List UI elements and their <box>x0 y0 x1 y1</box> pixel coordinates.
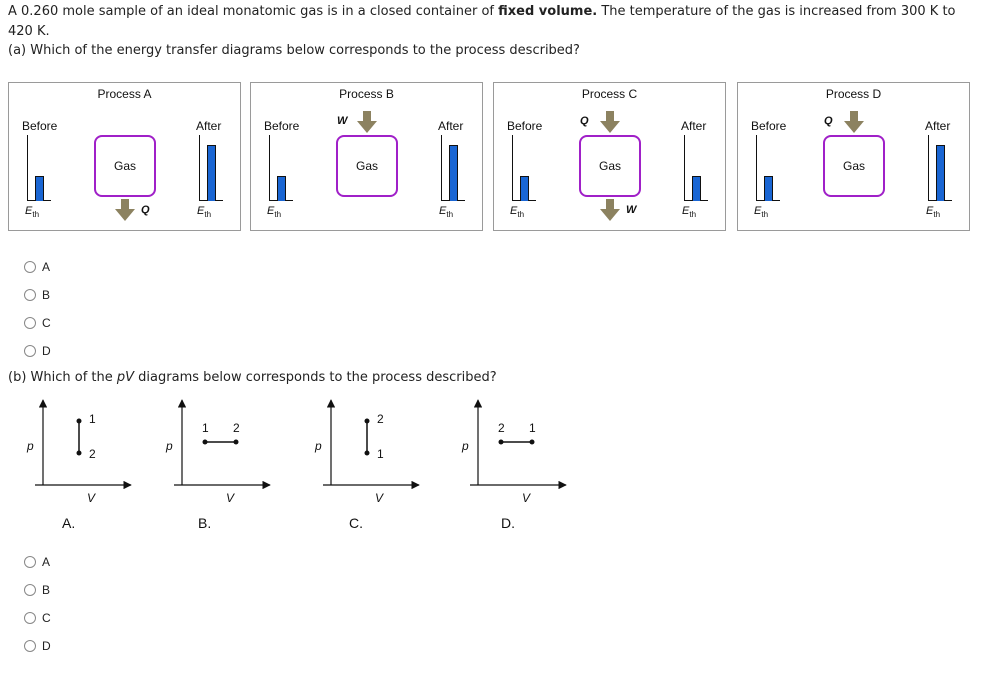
v-axis-label: V <box>522 491 531 505</box>
after-energy-bar <box>449 145 458 201</box>
eth-symbol: E <box>510 205 518 217</box>
eth-subscript: th <box>517 210 525 220</box>
before-eth-label <box>25 205 39 219</box>
diagram-letter: C. <box>349 515 363 531</box>
option-label: B <box>42 288 51 302</box>
gas-container: Gas <box>94 135 156 197</box>
after-label: After <box>196 119 222 133</box>
after-label: After <box>438 119 464 133</box>
panel-title: Process C <box>581 87 638 101</box>
before-label: Before <box>264 119 300 133</box>
part-b-prefix: (b) Which of the <box>8 370 117 385</box>
part-b-pv: pV <box>116 370 135 385</box>
y-axis <box>684 135 685 201</box>
before-label: Before <box>22 119 58 133</box>
gas-container: Gas <box>823 135 885 197</box>
radio-button[interactable] <box>24 556 36 568</box>
before-eth-label <box>510 205 524 219</box>
eth-symbol: E <box>682 205 690 217</box>
panel-title: Process A <box>97 87 152 101</box>
eth-subscript: th <box>274 210 282 220</box>
before-energy-bar <box>520 176 529 201</box>
energy-arrow-icon <box>357 111 377 133</box>
y-axis <box>27 135 28 201</box>
energy-arrow-icon <box>844 111 864 133</box>
radio-button[interactable] <box>24 612 36 624</box>
after-energy-chart <box>684 135 708 201</box>
v-axis-label: V <box>87 491 96 505</box>
before-label: Before <box>751 119 787 133</box>
option-label: C <box>42 316 51 330</box>
p-axis-label: p <box>315 439 322 453</box>
state-point <box>365 451 370 456</box>
y-axis <box>928 135 929 201</box>
before-energy-chart <box>269 135 293 201</box>
question-intro-line2: 420 K. <box>8 24 50 39</box>
state-label: 2 <box>498 421 505 435</box>
intro-bold-text: fixed volume. <box>498 4 598 19</box>
after-eth-label <box>439 205 453 219</box>
eth-subscript: th <box>689 210 697 220</box>
state-label: 1 <box>202 421 209 435</box>
option-label: D <box>42 344 51 358</box>
eth-subscript: th <box>761 210 769 220</box>
after-energy-bar <box>207 145 216 201</box>
after-eth-label <box>682 205 696 219</box>
eth-symbol: E <box>197 205 205 217</box>
state-point <box>365 419 370 424</box>
after-label: After <box>681 119 707 133</box>
option-label: D <box>42 639 51 653</box>
eth-symbol: E <box>267 205 275 217</box>
option-label: B <box>42 583 51 597</box>
state-point <box>499 440 504 445</box>
eth-subscript: th <box>204 210 212 220</box>
eth-symbol: E <box>439 205 447 217</box>
state-label: 2 <box>89 447 96 461</box>
before-energy-chart <box>756 135 780 201</box>
before-energy-chart <box>512 135 536 201</box>
y-axis <box>269 135 270 201</box>
after-eth-label <box>926 205 940 219</box>
p-axis-label: p <box>462 439 469 453</box>
state-point <box>530 440 535 445</box>
state-label: 1 <box>529 421 536 435</box>
eth-symbol: E <box>25 205 33 217</box>
diagram-letter: D. <box>501 515 515 531</box>
panel-title: Process B <box>339 87 394 101</box>
energy-arrow-label: Q <box>824 115 833 127</box>
process-panel <box>737 82 970 231</box>
pv-diagrams <box>0 390 600 540</box>
process-panel <box>493 82 726 231</box>
part-b-question <box>8 368 978 388</box>
state-label: 1 <box>377 447 384 461</box>
diagram-letter: B. <box>198 515 212 531</box>
state-label: 2 <box>377 412 384 426</box>
state-label: 2 <box>233 421 240 435</box>
before-label: Before <box>507 119 543 133</box>
radio-button[interactable] <box>24 261 36 273</box>
after-energy-chart <box>199 135 223 201</box>
before-energy-chart <box>27 135 51 201</box>
energy-arrow-icon <box>600 199 620 221</box>
v-axis-label: V <box>375 491 384 505</box>
state-point <box>234 440 239 445</box>
eth-symbol: E <box>754 205 762 217</box>
diagram-letter: A. <box>62 515 76 531</box>
y-axis <box>512 135 513 201</box>
p-axis-label: p <box>27 439 34 453</box>
p-axis-label: p <box>166 439 173 453</box>
y-axis <box>756 135 757 201</box>
energy-arrow-icon <box>115 199 135 221</box>
after-energy-bar <box>692 176 701 201</box>
energy-arrow-label: Q <box>580 115 589 127</box>
radio-button[interactable] <box>24 317 36 329</box>
before-energy-bar <box>764 176 773 201</box>
radio-button[interactable] <box>24 289 36 301</box>
option-label: A <box>42 260 51 274</box>
after-eth-label <box>197 205 211 219</box>
eth-subscript: th <box>446 210 454 220</box>
energy-arrow-label: W <box>337 115 348 127</box>
v-axis-label: V <box>226 491 235 505</box>
state-label: 1 <box>89 412 96 426</box>
process-panel <box>8 82 241 231</box>
part-a-question: (a) Which of the energy transfer diagrams below corresponds to the process described? <box>8 43 580 58</box>
before-eth-label <box>267 205 281 219</box>
energy-arrow-label: W <box>626 204 637 216</box>
y-axis <box>199 135 200 201</box>
state-point <box>77 419 82 424</box>
y-axis <box>441 135 442 201</box>
radio-button[interactable] <box>24 640 36 652</box>
part-b-suffix: diagrams below corresponds to the process described? <box>134 370 497 385</box>
option-label: C <box>42 611 51 625</box>
energy-arrow-icon <box>600 111 620 133</box>
energy-arrow-label: Q <box>141 204 150 216</box>
intro-text: A 0.260 mole sample of an ideal monatomic gas is in a closed container of <box>8 4 499 19</box>
gas-container: Gas <box>579 135 641 197</box>
radio-button[interactable] <box>24 345 36 357</box>
option-label: A <box>42 555 51 569</box>
gas-container: Gas <box>336 135 398 197</box>
panel-title: Process D <box>825 87 882 101</box>
after-energy-chart <box>928 135 952 201</box>
before-energy-bar <box>35 176 44 201</box>
intro-text-2: The temperature of the gas is increased from 300 K to <box>597 4 956 19</box>
eth-subscript: th <box>933 210 941 220</box>
state-point <box>203 440 208 445</box>
after-energy-chart <box>441 135 465 201</box>
after-energy-bar <box>936 145 945 201</box>
eth-subscript: th <box>32 210 40 220</box>
eth-symbol: E <box>926 205 934 217</box>
before-eth-label <box>754 205 768 219</box>
before-energy-bar <box>277 176 286 201</box>
after-label: After <box>925 119 951 133</box>
radio-button[interactable] <box>24 584 36 596</box>
process-panel <box>250 82 483 231</box>
state-point <box>77 451 82 456</box>
question-intro <box>8 2 978 22</box>
